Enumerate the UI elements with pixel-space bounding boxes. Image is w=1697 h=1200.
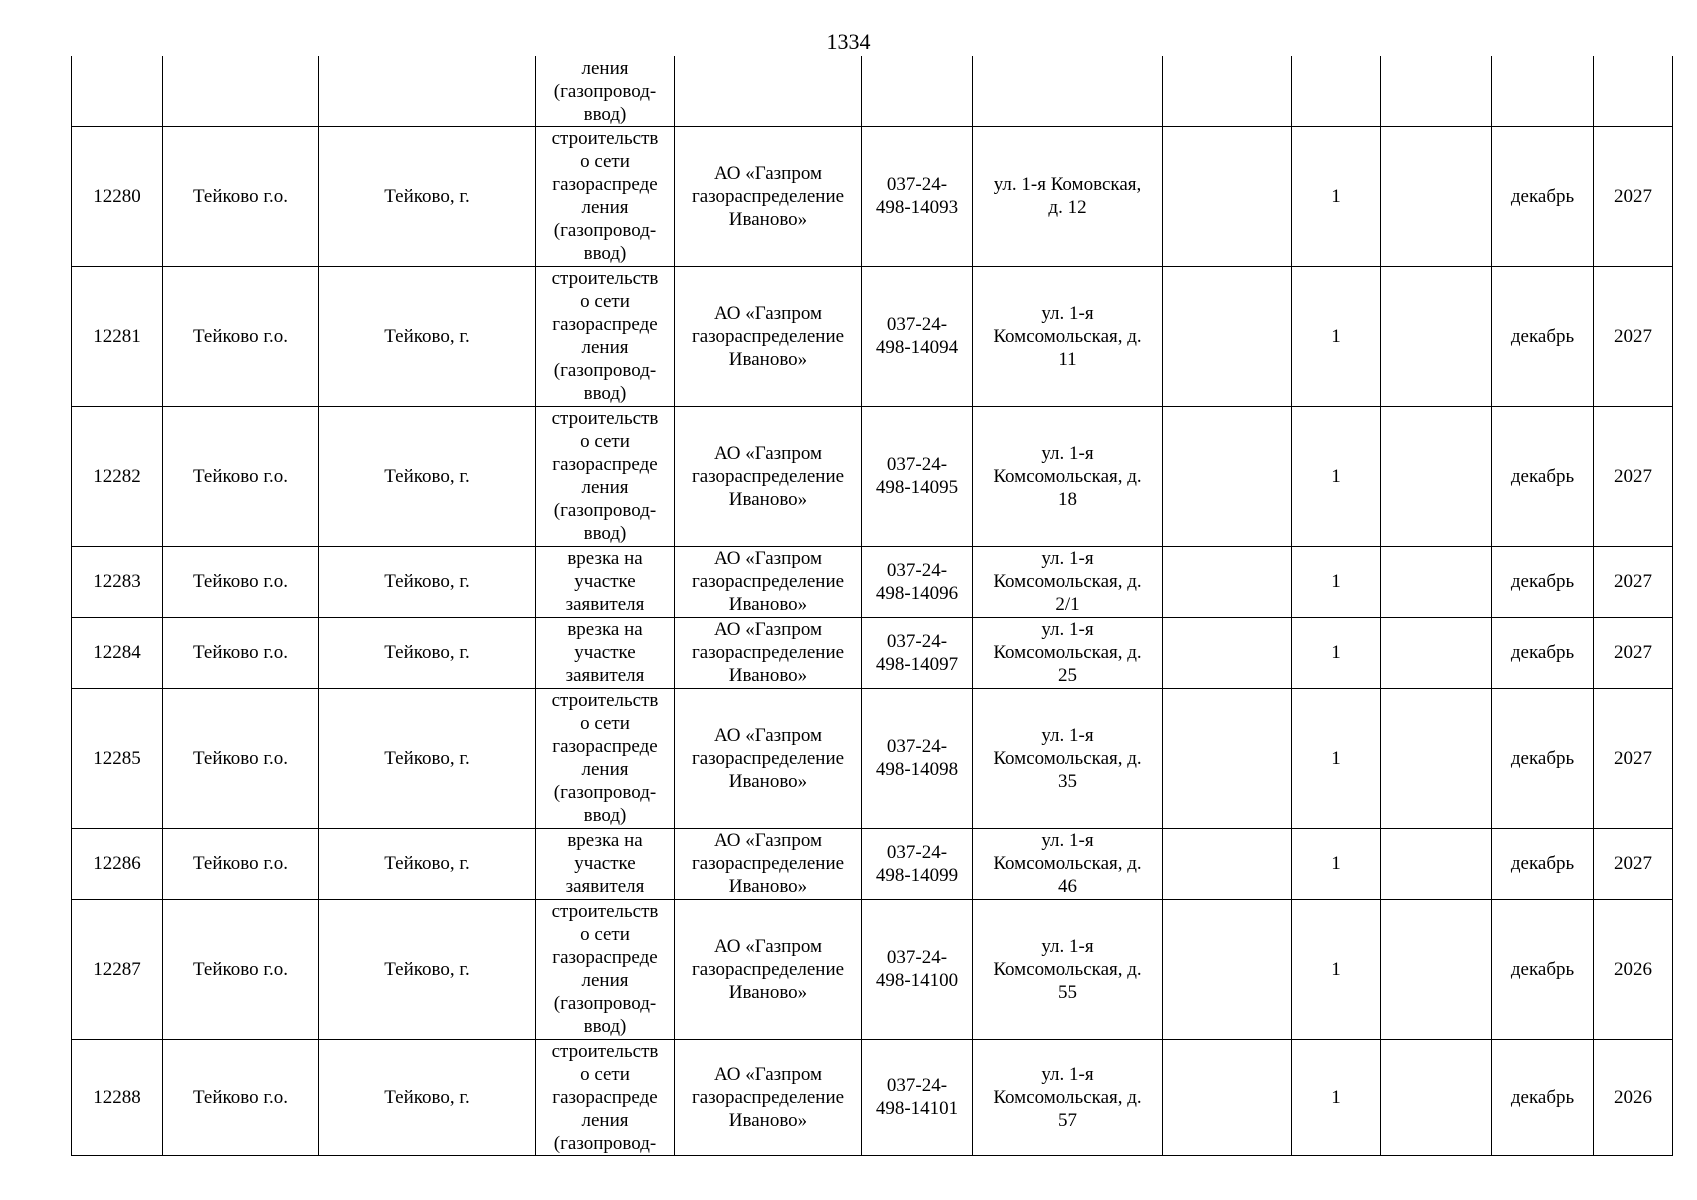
table-row-continued	[72, 56, 1673, 126]
cell-month: декабрь	[1492, 899, 1594, 1039]
cell-code: 037-24- 498-14095	[862, 406, 973, 546]
cell-work-type: строительств о сети газораспреде ления (газопровод- ввод)	[536, 406, 675, 546]
cell-count: 1	[1292, 617, 1381, 688]
cell-id: 12280	[72, 126, 163, 266]
cell-org: АО «Газпром газораспределение Иваново»	[675, 266, 862, 406]
cell-count: 1	[1292, 266, 1381, 406]
cell-work-type: врезка на участке заявителя	[536, 828, 675, 899]
cell-year: 2026	[1594, 899, 1673, 1039]
cell-empty	[1381, 56, 1492, 126]
cell-month	[1492, 56, 1594, 126]
cell-count: 1	[1292, 546, 1381, 617]
cell-code	[862, 56, 973, 126]
cell-work-type: врезка на участке заявителя	[536, 617, 675, 688]
cell-work-type: строительств о сети газораспреде ления (газопровод- ввод)	[536, 899, 675, 1039]
cell-district: Тейково г.о.	[163, 617, 319, 688]
cell-year	[1594, 56, 1673, 126]
cell-year: 2026	[1594, 1039, 1673, 1155]
table-row	[72, 688, 1673, 828]
table-row	[72, 1039, 1673, 1155]
cell-work-type: строительств о сети газораспреде ления (газопровод-	[536, 1039, 675, 1155]
cell-district: Тейково г.о.	[163, 688, 319, 828]
cell-year: 2027	[1594, 828, 1673, 899]
cell-district: Тейково г.о.	[163, 126, 319, 266]
cell-district: Тейково г.о.	[163, 828, 319, 899]
cell-address	[973, 56, 1163, 126]
cell-id: 12286	[72, 828, 163, 899]
table-row	[72, 899, 1673, 1039]
cell-org: АО «Газпром газораспределение Иваново»	[675, 617, 862, 688]
cell-month: декабрь	[1492, 688, 1594, 828]
cell-org	[675, 56, 862, 126]
cell-district: Тейково г.о.	[163, 546, 319, 617]
cell-district: Тейково г.о.	[163, 899, 319, 1039]
cell-address: ул. 1-я Комсомольская, д. 11	[973, 266, 1163, 406]
cell-address: ул. 1-я Комсомольская, д. 55	[973, 899, 1163, 1039]
cell-id: 12282	[72, 406, 163, 546]
cell-empty	[1381, 899, 1492, 1039]
cell-id: 12288	[72, 1039, 163, 1155]
cell-empty	[1163, 56, 1292, 126]
cell-year: 2027	[1594, 546, 1673, 617]
cell-work-type: врезка на участке заявителя	[536, 546, 675, 617]
cell-code: 037-24- 498-14093	[862, 126, 973, 266]
cell-work-type: ления (газопровод- ввод)	[536, 56, 675, 126]
cell-locality: Тейково, г.	[319, 899, 536, 1039]
cell-code: 037-24- 498-14096	[862, 546, 973, 617]
cell-count	[1292, 56, 1381, 126]
cell-count: 1	[1292, 688, 1381, 828]
cell-year: 2027	[1594, 126, 1673, 266]
cell-empty	[1381, 406, 1492, 546]
cell-month: декабрь	[1492, 266, 1594, 406]
cell-empty	[1381, 1039, 1492, 1155]
cell-count: 1	[1292, 406, 1381, 546]
cell-district: Тейково г.о.	[163, 406, 319, 546]
cell-address: ул. 1-я Комовская, д. 12	[973, 126, 1163, 266]
cell-org: АО «Газпром газораспределение Иваново»	[675, 828, 862, 899]
cell-id: 12284	[72, 617, 163, 688]
cell-id: 12281	[72, 266, 163, 406]
cell-id: 12285	[72, 688, 163, 828]
cell-locality: Тейково, г.	[319, 126, 536, 266]
table-row	[72, 406, 1673, 546]
cell-empty	[1163, 899, 1292, 1039]
table-row	[72, 828, 1673, 899]
cell-work-type: строительств о сети газораспреде ления (газопровод- ввод)	[536, 266, 675, 406]
cell-count: 1	[1292, 1039, 1381, 1155]
cell-month: декабрь	[1492, 1039, 1594, 1155]
cell-month: декабрь	[1492, 546, 1594, 617]
cell-empty	[1381, 688, 1492, 828]
cell-year: 2027	[1594, 688, 1673, 828]
cell-address: ул. 1-я Комсомольская, д. 35	[973, 688, 1163, 828]
table-row	[72, 266, 1673, 406]
cell-locality: Тейково, г.	[319, 1039, 536, 1155]
cell-empty	[1163, 617, 1292, 688]
cell-org: АО «Газпром газораспределение Иваново»	[675, 688, 862, 828]
cell-empty	[1381, 617, 1492, 688]
cell-empty	[1163, 828, 1292, 899]
cell-empty	[1163, 1039, 1292, 1155]
cell-work-type: строительств о сети газораспреде ления (газопровод- ввод)	[536, 688, 675, 828]
cell-empty	[1163, 266, 1292, 406]
cell-locality: Тейково, г.	[319, 266, 536, 406]
cell-code: 037-24- 498-14094	[862, 266, 973, 406]
cell-count: 1	[1292, 126, 1381, 266]
data-table	[71, 56, 1673, 1156]
cell-count: 1	[1292, 899, 1381, 1039]
cell-address: ул. 1-я Комсомольская, д. 2/1	[973, 546, 1163, 617]
cell-locality: Тейково, г.	[319, 546, 536, 617]
cell-empty	[1163, 406, 1292, 546]
cell-month: декабрь	[1492, 617, 1594, 688]
cell-year: 2027	[1594, 617, 1673, 688]
page-number: 1334	[826, 29, 871, 54]
cell-count: 1	[1292, 828, 1381, 899]
table-row	[72, 546, 1673, 617]
cell-district: Тейково г.о.	[163, 1039, 319, 1155]
cell-address: ул. 1-я Комсомольская, д. 18	[973, 406, 1163, 546]
cell-org: АО «Газпром газораспределение Иваново»	[675, 126, 862, 266]
cell-org: АО «Газпром газораспределение Иваново»	[675, 406, 862, 546]
cell-id: 12283	[72, 546, 163, 617]
cell-work-type: строительств о сети газораспреде ления (газопровод- ввод)	[536, 126, 675, 266]
cell-locality	[319, 56, 536, 126]
cell-code: 037-24- 498-14097	[862, 617, 973, 688]
cell-locality: Тейково, г.	[319, 617, 536, 688]
cell-month: декабрь	[1492, 126, 1594, 266]
cell-locality: Тейково, г.	[319, 688, 536, 828]
cell-code: 037-24- 498-14100	[862, 899, 973, 1039]
cell-address: ул. 1-я Комсомольская, д. 46	[973, 828, 1163, 899]
cell-empty	[1163, 126, 1292, 266]
cell-district: Тейково г.о.	[163, 266, 319, 406]
cell-empty	[1381, 266, 1492, 406]
cell-district	[163, 56, 319, 126]
cell-month: декабрь	[1492, 828, 1594, 899]
cell-code: 037-24- 498-14101	[862, 1039, 973, 1155]
cell-empty	[1163, 546, 1292, 617]
cell-empty	[1381, 546, 1492, 617]
cell-year: 2027	[1594, 406, 1673, 546]
cell-month: декабрь	[1492, 406, 1594, 546]
table-row	[72, 617, 1673, 688]
cell-org: АО «Газпром газораспределение Иваново»	[675, 546, 862, 617]
cell-empty	[1163, 688, 1292, 828]
cell-org: АО «Газпром газораспределение Иваново»	[675, 899, 862, 1039]
cell-locality: Тейково, г.	[319, 406, 536, 546]
cell-address: ул. 1-я Комсомольская, д. 57	[973, 1039, 1163, 1155]
cell-code: 037-24- 498-14098	[862, 688, 973, 828]
cell-code: 037-24- 498-14099	[862, 828, 973, 899]
cell-org: АО «Газпром газораспределение Иваново»	[675, 1039, 862, 1155]
cell-locality: Тейково, г.	[319, 828, 536, 899]
cell-year: 2027	[1594, 266, 1673, 406]
cell-address: ул. 1-я Комсомольская, д. 25	[973, 617, 1163, 688]
table-row	[72, 126, 1673, 266]
cell-empty	[1381, 126, 1492, 266]
cell-id: 12287	[72, 899, 163, 1039]
cell-empty	[1381, 828, 1492, 899]
cell-id	[72, 56, 163, 126]
